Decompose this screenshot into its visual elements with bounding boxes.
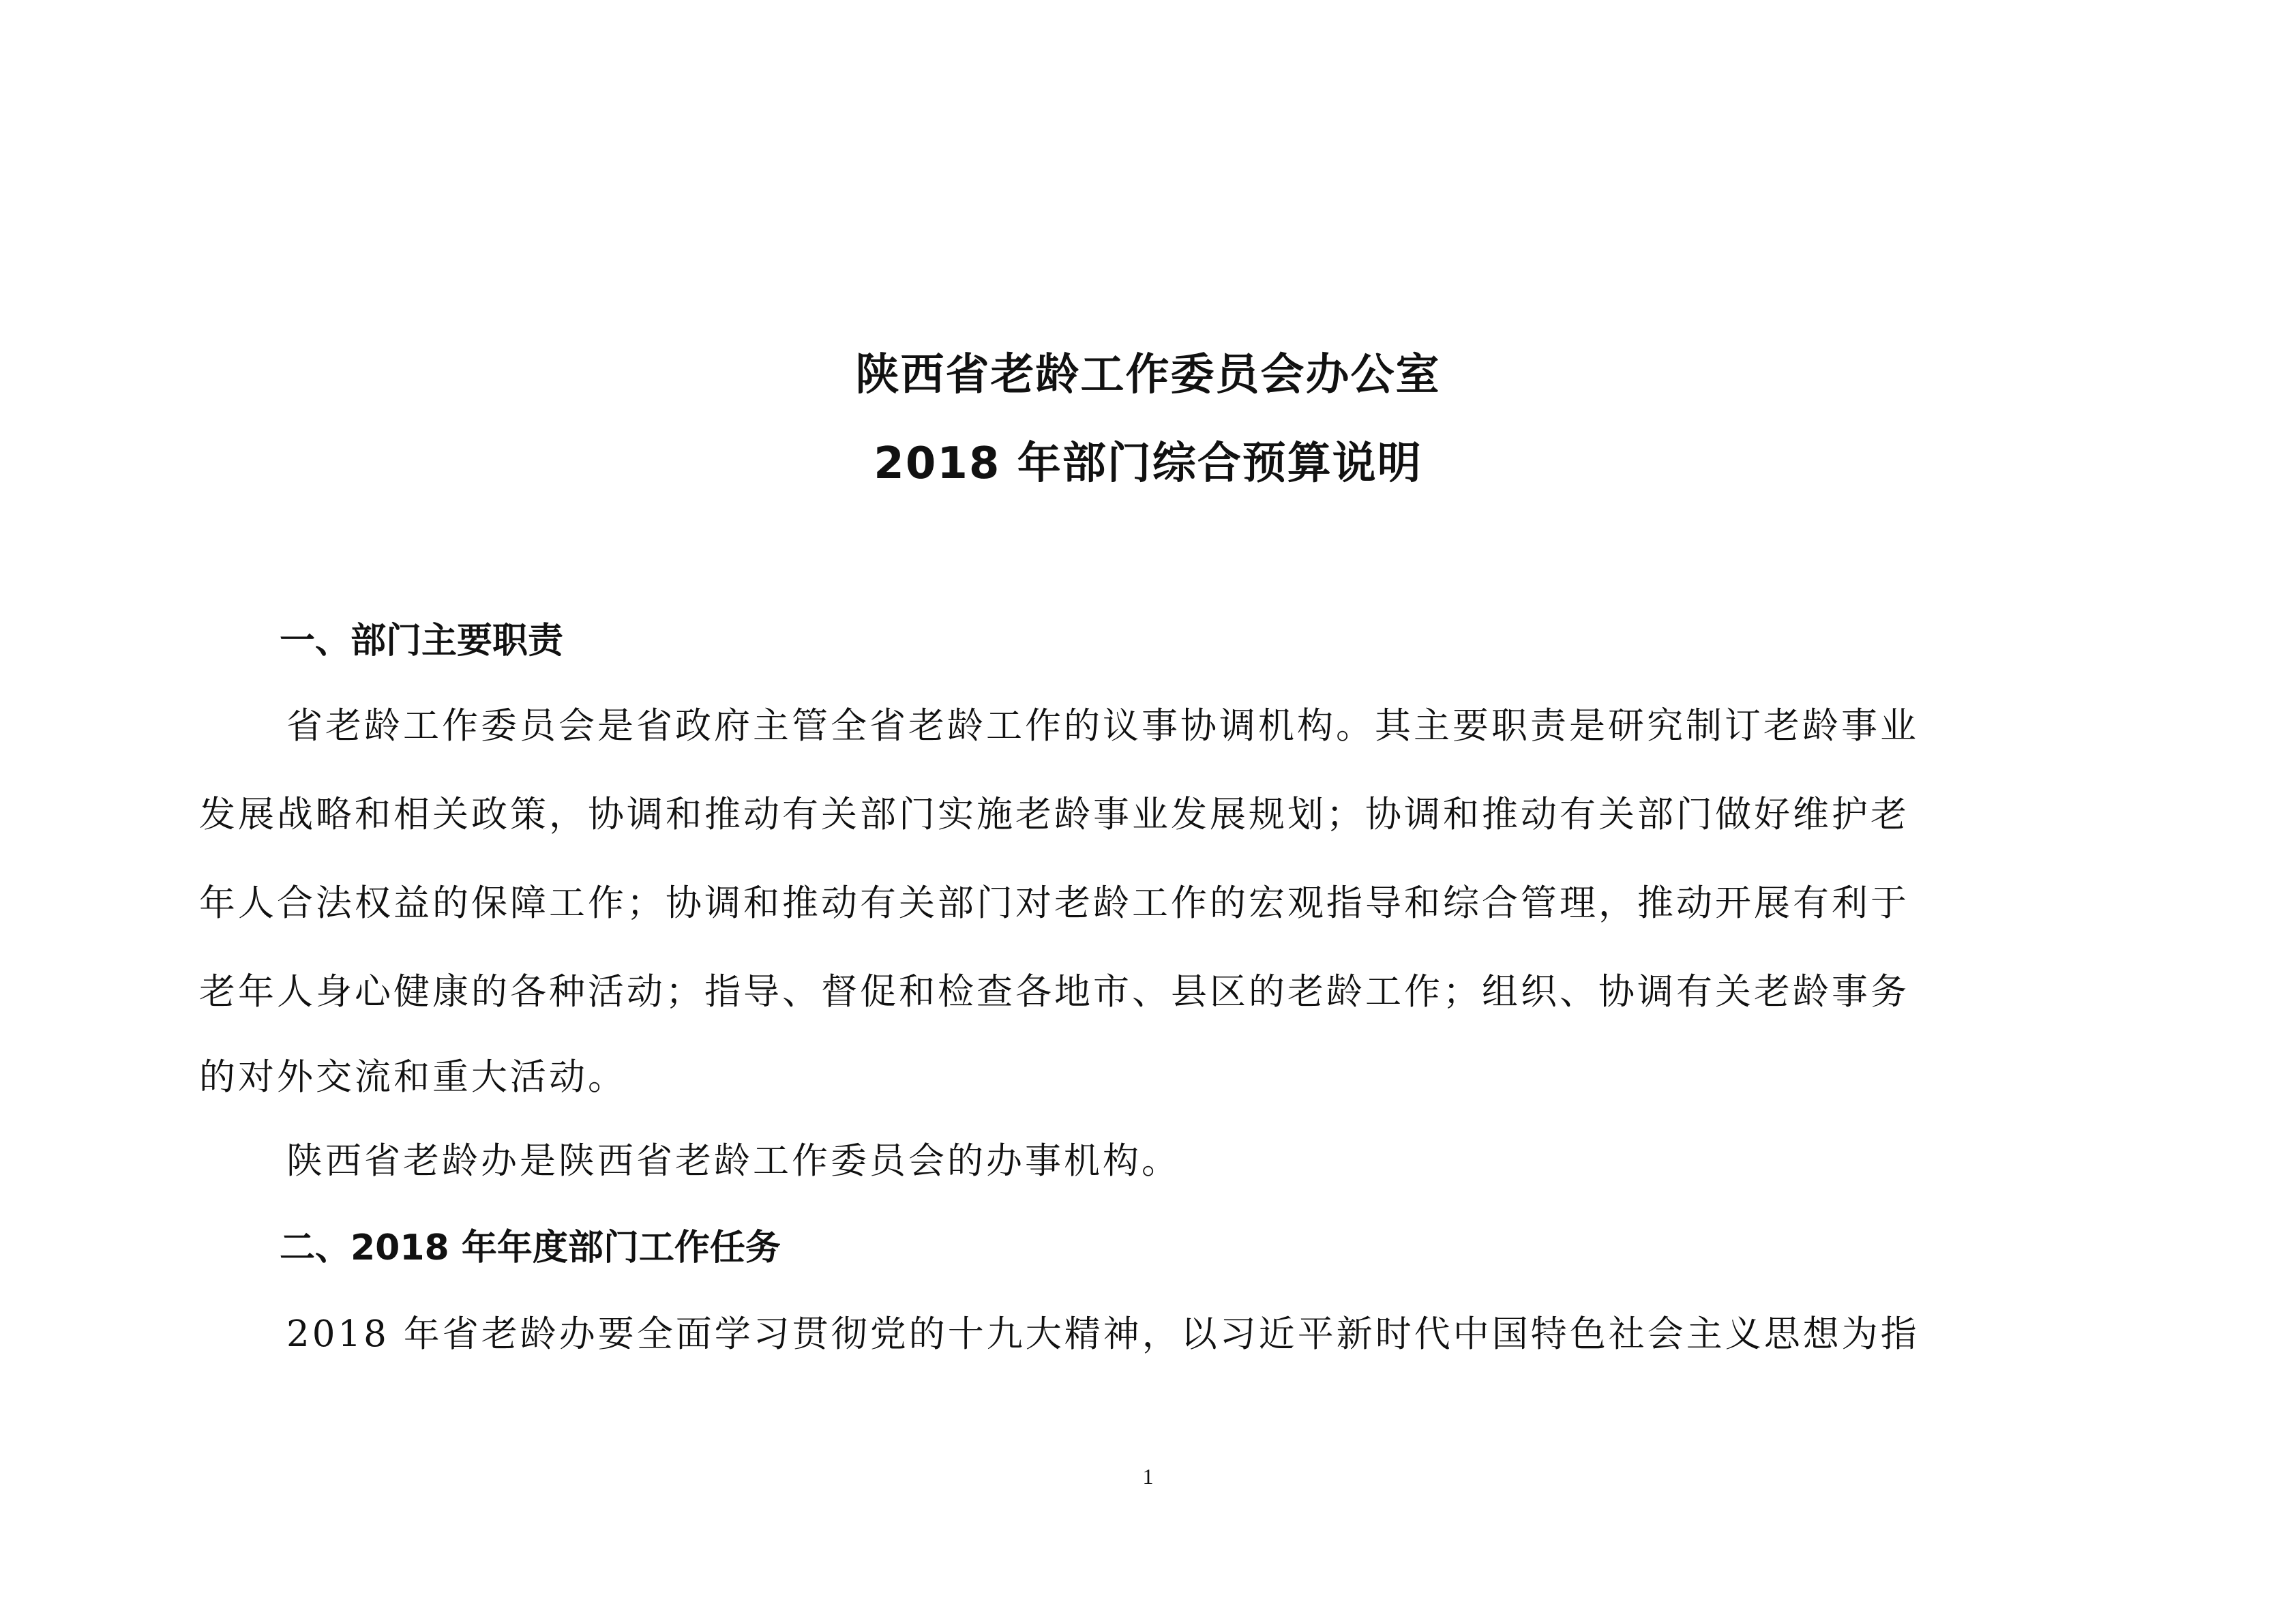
paragraph-line: 老年人身心健康的各种活动；指导、督促和检查各地市、县区的老龄工作；组织、协调有关老龄事务 [199,971,1909,1013]
paragraph-line: 发展战略和相关政策，协调和推动有关部门实施老龄事业发展规划；协调和推动有关部门做好维护老 [199,794,1909,835]
section-heading-annual-tasks: 二、2018 年年度部门工作任务 [280,1227,781,1268]
document-title-line-2: 2018 年部门综合预算说明 [874,438,1422,489]
paragraph-line: 省老龄工作委员会是省政府主管全省老龄工作的议事协调机构。其主要职责是研究制订老龄事业 [286,705,1919,747]
paragraph-line: 年人合法权益的保障工作；协调和推动有关部门对老龄工作的宏观指导和综合管理，推动开展有利于 [199,882,1909,924]
paragraph-line: 的对外交流和重大活动。 [199,1056,627,1098]
paragraph-office-description: 陕西省老龄办是陕西省老龄工作委员会的办事机构。 [286,1140,1180,1182]
page-number: 1 [1142,1464,1154,1489]
paragraph-annual-tasks: 2018 年省老龄办要全面学习贯彻党的十九大精神，以习近平新时代中国特色社会主义思想为指 [286,1313,1920,1355]
section-heading-responsibilities: 一、部门主要职责 [280,621,564,661]
document-title-line-1: 陕西省老龄工作委员会办公室 [855,350,1441,400]
